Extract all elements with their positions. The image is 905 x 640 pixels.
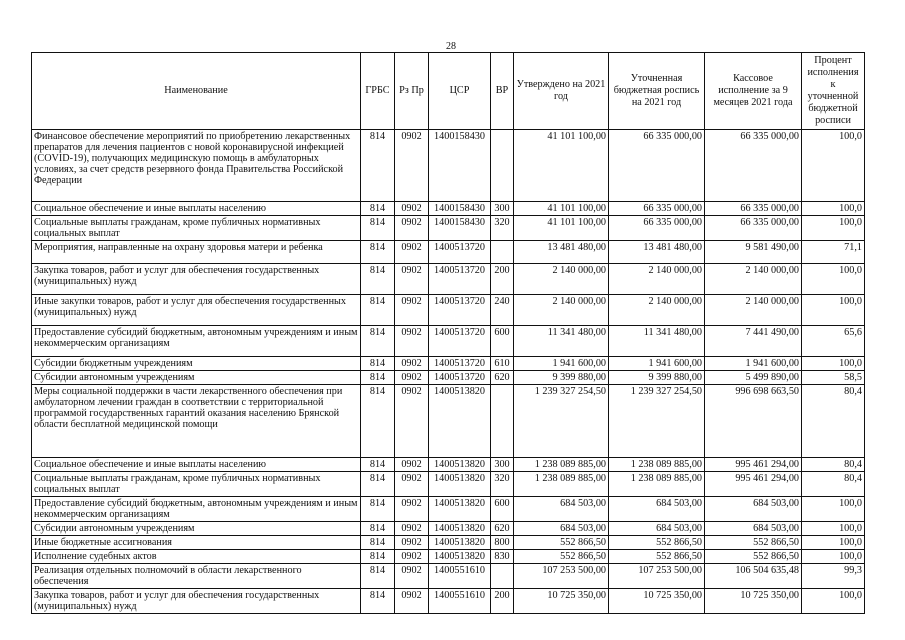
header-csr: ЦСР (429, 53, 491, 130)
cell-approved: 41 101 100,00 (514, 130, 609, 202)
cell-refined: 684 503,00 (609, 522, 705, 536)
cell-percent: 80,4 (802, 472, 865, 497)
cell-grbs: 814 (361, 550, 395, 564)
cell-vr: 610 (491, 357, 514, 371)
cell-refined: 2 140 000,00 (609, 295, 705, 326)
cell-grbs: 814 (361, 497, 395, 522)
table-row (32, 522, 865, 536)
cell-grbs: 814 (361, 295, 395, 326)
cell-vr: 300 (491, 458, 514, 472)
cell-percent: 58,5 (802, 371, 865, 385)
cell-percent: 100,0 (802, 202, 865, 216)
budget-execution-table (31, 52, 865, 614)
cell-grbs: 814 (361, 371, 395, 385)
cell-csr: 1400158430 (429, 216, 491, 241)
cell-refined: 66 335 000,00 (609, 130, 705, 202)
table-row (32, 564, 865, 589)
cell-name: Иные бюджетные ассигнования (32, 536, 361, 550)
cell-percent: 71,1 (802, 241, 865, 264)
cell-name: Субсидии бюджетным учреждениям (32, 357, 361, 371)
cell-refined: 10 725 350,00 (609, 589, 705, 614)
cell-csr: 1400513820 (429, 522, 491, 536)
cell-cash: 1 941 600,00 (705, 357, 802, 371)
cell-refined: 66 335 000,00 (609, 202, 705, 216)
cell-refined: 13 481 480,00 (609, 241, 705, 264)
cell-csr: 1400158430 (429, 202, 491, 216)
cell-grbs: 814 (361, 458, 395, 472)
cell-name: Социальные выплаты гражданам, кроме публичных нормативных социальных выплат (32, 472, 361, 497)
table-row (32, 497, 865, 522)
cell-csr: 1400513720 (429, 371, 491, 385)
cell-csr: 1400158430 (429, 130, 491, 202)
cell-percent: 100,0 (802, 357, 865, 371)
cell-csr: 1400513820 (429, 550, 491, 564)
cell-refined: 11 341 480,00 (609, 326, 705, 357)
cell-cash: 5 499 890,00 (705, 371, 802, 385)
cell-rzpr: 0902 (395, 589, 429, 614)
cell-vr (491, 564, 514, 589)
cell-rzpr: 0902 (395, 497, 429, 522)
header-cash: Кассовое исполнение за 9 месяцев 2021 года (705, 53, 802, 130)
cell-cash: 66 335 000,00 (705, 130, 802, 202)
cell-refined: 2 140 000,00 (609, 264, 705, 295)
header-rzpr: Рз Пр (395, 53, 429, 130)
cell-name: Субсидии автономным учреждениям (32, 522, 361, 536)
page-number: 28 (446, 41, 456, 52)
cell-percent: 100,0 (802, 589, 865, 614)
cell-rzpr: 0902 (395, 522, 429, 536)
cell-vr: 600 (491, 497, 514, 522)
cell-approved: 9 399 880,00 (514, 371, 609, 385)
cell-name: Социальное обеспечение и иные выплаты населению (32, 202, 361, 216)
cell-cash: 2 140 000,00 (705, 264, 802, 295)
cell-name: Предоставление субсидий бюджетным, автономным учреждениям и иным некоммерческим организациям (32, 497, 361, 522)
cell-csr: 1400513820 (429, 385, 491, 458)
cell-rzpr: 0902 (395, 458, 429, 472)
table-row (32, 589, 865, 614)
table-row (32, 550, 865, 564)
cell-percent: 99,3 (802, 564, 865, 589)
cell-vr: 320 (491, 472, 514, 497)
cell-rzpr: 0902 (395, 371, 429, 385)
cell-grbs: 814 (361, 202, 395, 216)
cell-grbs: 814 (361, 264, 395, 295)
cell-percent: 100,0 (802, 497, 865, 522)
cell-name: Предоставление субсидий бюджетным, автономным учреждениям и иным некоммерческим организациям (32, 326, 361, 357)
cell-vr: 620 (491, 522, 514, 536)
cell-approved: 552 866,50 (514, 536, 609, 550)
cell-name: Исполнение судебных актов (32, 550, 361, 564)
cell-percent: 100,0 (802, 295, 865, 326)
cell-rzpr: 0902 (395, 202, 429, 216)
header-refined: Уточненная бюджетная роспись на 2021 год (609, 53, 705, 130)
cell-rzpr: 0902 (395, 130, 429, 202)
cell-rzpr: 0902 (395, 357, 429, 371)
cell-vr: 200 (491, 264, 514, 295)
cell-rzpr: 0902 (395, 216, 429, 241)
cell-name: Социальное обеспечение и иные выплаты населению (32, 458, 361, 472)
cell-grbs: 814 (361, 216, 395, 241)
cell-approved: 1 239 327 254,50 (514, 385, 609, 458)
cell-vr: 200 (491, 589, 514, 614)
cell-vr (491, 385, 514, 458)
cell-percent: 100,0 (802, 550, 865, 564)
header-approved: Утверждено на 2021 год (514, 53, 609, 130)
cell-approved: 684 503,00 (514, 522, 609, 536)
cell-cash: 7 441 490,00 (705, 326, 802, 357)
cell-name: Закупка товаров, работ и услуг для обеспечения государственных (муниципальных) нужд (32, 264, 361, 295)
cell-name: Социальные выплаты гражданам, кроме публичных нормативных социальных выплат (32, 216, 361, 241)
header-grbs: ГРБС (361, 53, 395, 130)
cell-vr: 320 (491, 216, 514, 241)
cell-csr: 1400513720 (429, 357, 491, 371)
cell-grbs: 814 (361, 130, 395, 202)
cell-refined: 66 335 000,00 (609, 216, 705, 241)
cell-grbs: 814 (361, 522, 395, 536)
cell-refined: 552 866,50 (609, 536, 705, 550)
cell-rzpr: 0902 (395, 550, 429, 564)
cell-vr: 600 (491, 326, 514, 357)
cell-cash: 2 140 000,00 (705, 295, 802, 326)
cell-csr: 1400513720 (429, 326, 491, 357)
cell-csr: 1400513820 (429, 458, 491, 472)
cell-csr: 1400551610 (429, 589, 491, 614)
cell-grbs: 814 (361, 385, 395, 458)
cell-csr: 1400513820 (429, 536, 491, 550)
cell-csr: 1400513720 (429, 295, 491, 326)
cell-refined: 684 503,00 (609, 497, 705, 522)
cell-vr: 300 (491, 202, 514, 216)
cell-cash: 66 335 000,00 (705, 202, 802, 216)
cell-cash: 996 698 663,50 (705, 385, 802, 458)
cell-approved: 10 725 350,00 (514, 589, 609, 614)
cell-name: Субсидии автономным учреждениям (32, 371, 361, 385)
cell-cash: 995 461 294,00 (705, 458, 802, 472)
cell-vr (491, 241, 514, 264)
cell-cash: 684 503,00 (705, 497, 802, 522)
cell-cash: 995 461 294,00 (705, 472, 802, 497)
table-row (32, 216, 865, 241)
cell-grbs: 814 (361, 326, 395, 357)
table-row (32, 385, 865, 458)
cell-csr: 1400513720 (429, 241, 491, 264)
cell-approved: 1 238 089 885,00 (514, 458, 609, 472)
cell-refined: 1 238 089 885,00 (609, 472, 705, 497)
cell-cash: 66 335 000,00 (705, 216, 802, 241)
cell-percent: 100,0 (802, 536, 865, 550)
cell-refined: 1 239 327 254,50 (609, 385, 705, 458)
table-row (32, 295, 865, 326)
cell-refined: 1 941 600,00 (609, 357, 705, 371)
cell-name: Мероприятия, направленные на охрану здоровья матери и ребенка (32, 241, 361, 264)
cell-cash: 552 866,50 (705, 536, 802, 550)
cell-percent: 100,0 (802, 216, 865, 241)
cell-refined: 107 253 500,00 (609, 564, 705, 589)
cell-percent: 80,4 (802, 385, 865, 458)
cell-grbs: 814 (361, 241, 395, 264)
cell-name: Закупка товаров, работ и услуг для обеспечения государственных (муниципальных) нужд (32, 589, 361, 614)
cell-approved: 552 866,50 (514, 550, 609, 564)
cell-percent: 100,0 (802, 264, 865, 295)
cell-rzpr: 0902 (395, 264, 429, 295)
cell-percent: 65,6 (802, 326, 865, 357)
table-row (32, 536, 865, 550)
cell-rzpr: 0902 (395, 295, 429, 326)
cell-percent: 80,4 (802, 458, 865, 472)
table-row (32, 371, 865, 385)
table-row (32, 472, 865, 497)
table-row (32, 130, 865, 202)
cell-rzpr: 0902 (395, 326, 429, 357)
cell-cash: 10 725 350,00 (705, 589, 802, 614)
cell-cash: 552 866,50 (705, 550, 802, 564)
table-row (32, 357, 865, 371)
table-row (32, 458, 865, 472)
cell-rzpr: 0902 (395, 564, 429, 589)
header-percent: Процент исполнения к уточненной бюджетной росписи (802, 53, 865, 130)
cell-refined: 9 399 880,00 (609, 371, 705, 385)
cell-cash: 684 503,00 (705, 522, 802, 536)
cell-vr (491, 130, 514, 202)
cell-grbs: 814 (361, 589, 395, 614)
cell-name: Реализация отдельных полномочий в области лекарственного обеспечения (32, 564, 361, 589)
cell-percent: 100,0 (802, 130, 865, 202)
cell-rzpr: 0902 (395, 536, 429, 550)
cell-approved: 2 140 000,00 (514, 264, 609, 295)
table-row (32, 241, 865, 264)
cell-name: Финансовое обеспечение мероприятий по приобретению лекарственных препаратов для лечения пациентов с новой коронавирусной инфекцией (COVID-19), получающих медицинскую помощь в амбулаторных условиях, за счет средств резервного фонда Правительства Российской Федерации (32, 130, 361, 202)
cell-percent: 100,0 (802, 522, 865, 536)
cell-approved: 2 140 000,00 (514, 295, 609, 326)
cell-rzpr: 0902 (395, 385, 429, 458)
header-vr: ВР (491, 53, 514, 130)
cell-csr: 1400513820 (429, 497, 491, 522)
cell-rzpr: 0902 (395, 472, 429, 497)
cell-grbs: 814 (361, 357, 395, 371)
cell-approved: 1 238 089 885,00 (514, 472, 609, 497)
cell-approved: 11 341 480,00 (514, 326, 609, 357)
cell-vr: 240 (491, 295, 514, 326)
cell-vr: 800 (491, 536, 514, 550)
cell-vr: 620 (491, 371, 514, 385)
cell-csr: 1400513720 (429, 264, 491, 295)
cell-rzpr: 0902 (395, 241, 429, 264)
cell-refined: 1 238 089 885,00 (609, 458, 705, 472)
cell-cash: 106 504 635,48 (705, 564, 802, 589)
cell-cash: 9 581 490,00 (705, 241, 802, 264)
header-row (32, 53, 865, 130)
cell-name: Иные закупки товаров, работ и услуг для обеспечения государственных (муниципальных) нужд (32, 295, 361, 326)
cell-grbs: 814 (361, 564, 395, 589)
cell-grbs: 814 (361, 536, 395, 550)
cell-grbs: 814 (361, 472, 395, 497)
cell-approved: 1 941 600,00 (514, 357, 609, 371)
cell-csr: 1400551610 (429, 564, 491, 589)
cell-approved: 13 481 480,00 (514, 241, 609, 264)
cell-vr: 830 (491, 550, 514, 564)
table-row (32, 326, 865, 357)
cell-csr: 1400513820 (429, 472, 491, 497)
table-row (32, 202, 865, 216)
cell-approved: 41 101 100,00 (514, 216, 609, 241)
cell-approved: 107 253 500,00 (514, 564, 609, 589)
header-name: Наименование (32, 53, 361, 130)
table-row (32, 264, 865, 295)
cell-approved: 684 503,00 (514, 497, 609, 522)
cell-refined: 552 866,50 (609, 550, 705, 564)
cell-approved: 41 101 100,00 (514, 202, 609, 216)
cell-name: Меры социальной поддержки в части лекарственного обеспечения при амбулаторном лечении граждан в соответствии с территориальной программой государственных гарантий оказания населению Брянской области бесплатной медицинской помощи (32, 385, 361, 458)
